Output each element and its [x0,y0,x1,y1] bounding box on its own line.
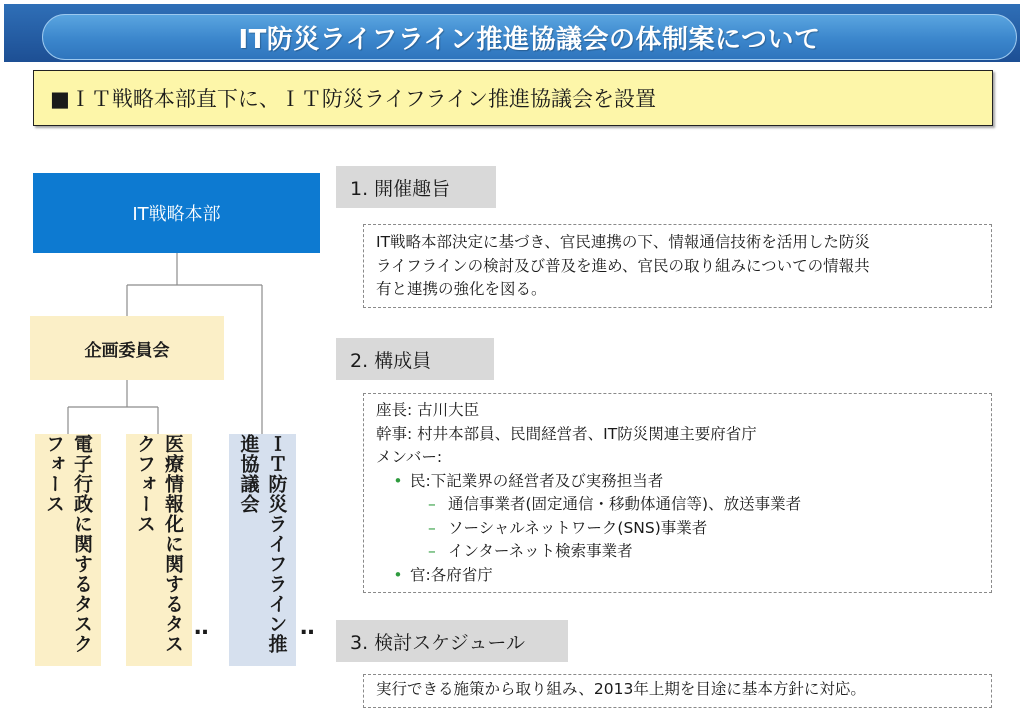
section-schedule-heading [336,620,568,662]
taskforce-egov-label: 電子行政に関するタスクフォース [43,434,93,654]
dash-icon: – [428,495,436,513]
section-purpose-title: 1. 開催趣旨 [350,177,451,200]
members-private [376,470,979,494]
section-purpose-heading [336,166,496,208]
members-search-text: インターネット検索事業者 [448,542,633,560]
ellipsis-taskforces: ‥ [194,615,213,640]
org-council-box [229,434,296,666]
dash-icon: – [428,518,436,537]
members-telecom-text: 通信事業者(固定通信・移動体通信等)、放送事業者 [448,495,802,513]
org-hq-box [33,173,320,253]
schedule-text: 実行できる施策から取り組み、2013年上期を目途に基本方針に対応。 [376,680,866,698]
section-schedule-title: 3. 検討スケジュール [350,631,526,654]
purpose-line: ライフラインの検討及び普及を進め、官民の取り組みについての情報共 [376,256,870,275]
members-search [376,540,979,564]
members-government [376,564,979,588]
members-government-text: 官:各府省庁 [410,565,493,584]
org-hq-label: IT戦略本部 [132,204,221,225]
summary-text: ■ＩＴ戦略本部直下に、ＩＴ防災ライフライン推進協議会を設置 [50,87,656,111]
members-chair: 座長: 古川大臣 [376,401,480,419]
council-label: ＩＴ防災ライフライン推進協議会 [237,434,288,654]
bullet-icon: • [393,565,403,584]
dash-icon: – [428,542,436,560]
purpose-line: IT戦略本部決定に基づき、官民連携の下、情報通信技術を活用した防災 [376,233,870,251]
page-title: IT防災ライフライン推進協議会の体制案について [238,24,821,55]
bullet-icon: • [393,471,403,490]
section-members-title: 2. 構成員 [350,349,432,372]
members-sns [376,517,979,541]
members-label: メンバー: [376,448,443,466]
ellipsis-council: ‥ [300,615,319,640]
section-members-heading [336,338,494,380]
section-schedule-body [363,674,992,708]
members-secretary: 幹事: 村井本部員、民間経営者、IT防災関連主要府省庁 [376,424,757,443]
members-sns-text: ソーシャルネットワーク(SNS)事業者 [448,518,708,537]
members-private-text: 民:下記業界の経営者及び実務担当者 [410,471,664,490]
org-taskforce-medical [126,434,192,666]
taskforce-medical-label: 医療情報化に関するタスクフォース [134,434,184,654]
section-members-body [363,393,992,593]
org-committee-box [30,316,224,380]
purpose-line: 有と連携の強化を図る。 [376,280,547,298]
org-committee-label: 企画委員会 [84,340,170,361]
section-purpose-body [363,224,992,308]
org-taskforce-egov [35,434,101,666]
members-telecom [376,493,979,517]
